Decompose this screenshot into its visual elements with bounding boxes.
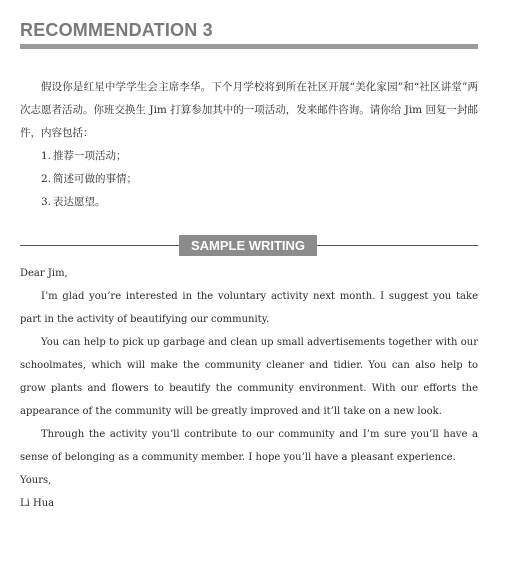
letter-signature: Li Hua <box>20 498 55 509</box>
letter-paragraph-3: Through the activity you’ll contribute to our community and I’m sure you’ll have a sense of belonging as a community member. I hope you’ll have a pleasant experience. <box>20 429 478 463</box>
task-item: 3. 表达愿望。 <box>41 196 106 208</box>
task-prompt <box>20 76 478 214</box>
sample-letter <box>20 262 478 515</box>
letter-paragraph-1: I’m glad you’re interested in the voluntary activity next month. I suggest you take part in the activity of beautifying our community. <box>20 291 478 325</box>
section-heading: RECOMMENDATION 3 <box>20 20 213 40</box>
task-text: 假设你是红星中学学生会主席李华。下个月学校将到所在社区开展“美化家园”和“社区讲堂”两次志愿者活动。你班交换生 Jim 打算参加其中的一项活动，发来邮件咨询。请你给 Jim 回复一封邮件，内容包括： <box>20 81 478 139</box>
task-item: 1. 推荐一项活动； <box>41 150 127 162</box>
sample-writing-label: SAMPLE WRITING <box>179 235 317 256</box>
letter-greeting: Dear Jim, <box>20 268 68 279</box>
letter-paragraph-2: You can help to pick up garbage and clean up small advertisements together with our schoolmates, which will make the community cleaner and tidier. You can also help to grow plants and flowers to beautify the community environment. With our efforts the appearance of the community will be greatly improved and it’ll take on a new look. <box>20 337 478 417</box>
heading-underline <box>20 44 478 49</box>
task-list <box>20 145 478 214</box>
letter-closing: Yours, <box>20 475 52 486</box>
task-item: 2. 简述可做的事情； <box>41 173 137 185</box>
